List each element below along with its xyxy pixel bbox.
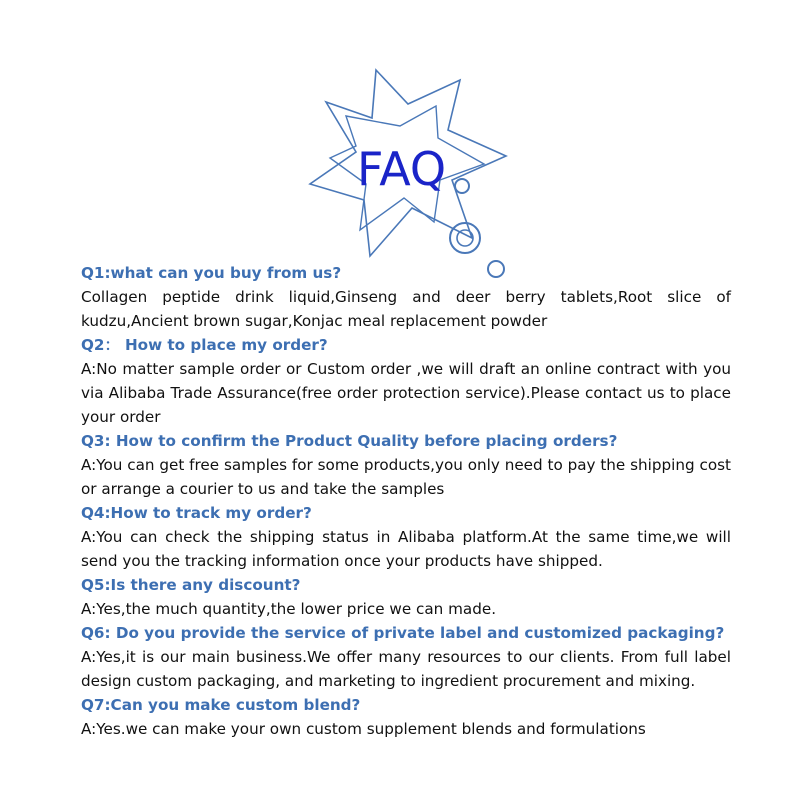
faq-answer: A:Yes.we can make your own custom supplement blends and formulations <box>81 720 646 738</box>
faq-item <box>81 501 731 573</box>
faq-list <box>81 261 731 741</box>
faq-question: Q5:Is there any discount? <box>81 576 301 594</box>
faq-question: Q4:How to track my order? <box>81 504 312 522</box>
faq-item <box>81 573 731 621</box>
faq-answer: A:Yes,the much quantity,the lower price we can made. <box>81 600 497 618</box>
faq-item <box>81 621 731 693</box>
faq-question: Q1:what can you buy from us? <box>81 264 342 282</box>
faq-question: Q2： How to place my order? <box>81 336 328 354</box>
faq-answer: A:You can get free samples for some products,you only need to pay the shipping cost or arrange a courier to us and take the samples <box>81 456 731 498</box>
faq-question: Q3: How to confirm the Product Quality before placing orders? <box>81 432 618 450</box>
faq-question: Q6: Do you provide the service of private label and customized packaging? <box>81 624 725 642</box>
faq-answer: A:You can check the shipping status in Alibaba platform.At the same time,we will send you the tracking information once your products have shipped. <box>81 528 731 570</box>
faq-answer: A:Yes,it is our main business.We offer many resources to our clients. From full label design custom packaging, and marketing to ingredient procurement and mixing. <box>81 648 731 690</box>
faq-item <box>81 333 731 429</box>
bubble-small-circle <box>455 179 469 193</box>
faq-answer: A:No matter sample order or Custom order ,we will draft an online contract with you via Alibaba Trade Assurance(free order protection service).Please contact us to place your order <box>81 360 731 426</box>
faq-question: Q7:Can you make custom blend? <box>81 696 361 714</box>
faq-title: FAQ <box>357 142 447 196</box>
faq-answer: Collagen peptide drink liquid,Ginseng and deer berry tablets,Root slice of kudzu,Ancient brown sugar,Konjac meal replacement powder <box>81 288 731 330</box>
faq-item <box>81 429 731 501</box>
faq-item <box>81 693 731 741</box>
faq-item <box>81 261 731 333</box>
bubble-large-outer-circle <box>450 223 480 253</box>
